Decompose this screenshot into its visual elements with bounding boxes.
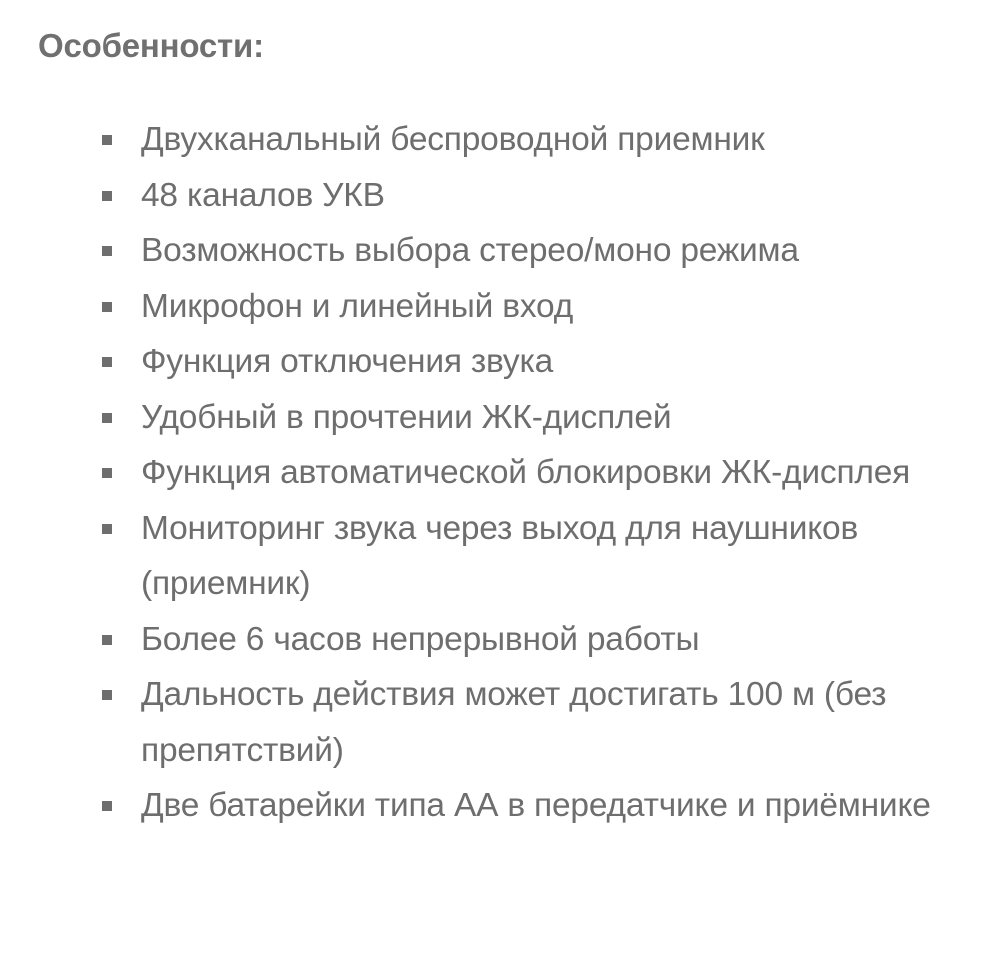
feature-item (0, 223, 1000, 279)
feature-text: Возможность выбора стерео/моно режима (141, 232, 799, 269)
feature-text: Более 6 часов непрерывной работы (141, 620, 700, 658)
square-bullet-icon (102, 468, 112, 478)
square-bullet-icon (102, 413, 112, 423)
feature-text: 48 каналов УКВ (141, 176, 385, 214)
feature-item (0, 334, 1000, 390)
square-bullet-icon (102, 135, 112, 145)
feature-text: Дальность действия может достигать 100 м (без препятствий) (141, 676, 887, 769)
feature-text: Микрофон и линейный вход (141, 287, 574, 325)
square-bullet-icon (102, 191, 112, 201)
features-heading: Особенности: (38, 27, 264, 64)
square-bullet-icon (102, 635, 112, 645)
square-bullet-icon (102, 302, 112, 312)
features-list (0, 112, 1000, 834)
feature-item (0, 612, 1000, 668)
feature-text: Удобный в прочтении ЖК-дисплей (141, 398, 672, 436)
square-bullet-icon (102, 246, 112, 256)
feature-text: Функция отключения звука (141, 343, 554, 380)
feature-item (0, 168, 1000, 224)
square-bullet-icon (102, 690, 112, 700)
feature-item (0, 667, 1000, 778)
square-bullet-icon (102, 357, 112, 367)
feature-item (0, 778, 1000, 834)
feature-text: Двухканальный беспроводной приемник (141, 121, 765, 158)
feature-text: Функция автоматической блокировки ЖК-дисплея (141, 454, 911, 491)
feature-item (0, 112, 1000, 168)
feature-text: Мониторинг звука через выход для наушников (приемник) (141, 509, 859, 602)
square-bullet-icon (102, 524, 112, 534)
feature-item (0, 279, 1000, 335)
feature-item (0, 445, 1000, 501)
feature-item (0, 501, 1000, 612)
feature-text: Две батарейки типа АА в передатчике и приёмнике (141, 787, 931, 824)
square-bullet-icon (102, 801, 112, 811)
feature-item (0, 390, 1000, 446)
